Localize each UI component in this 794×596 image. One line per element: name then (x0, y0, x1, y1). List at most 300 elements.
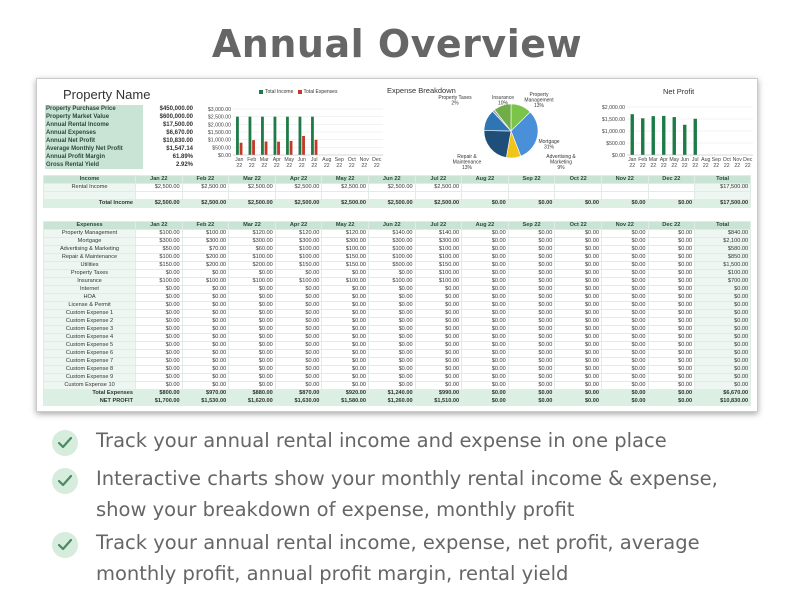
table-cell[interactable]: $0.00 (508, 230, 555, 238)
table-cell[interactable]: $0.00 (462, 238, 509, 246)
table-cell[interactable] (229, 192, 276, 200)
table-cell[interactable]: $0.00 (229, 366, 276, 374)
table-cell[interactable]: $500.00 (368, 262, 415, 270)
table-cell[interactable]: $0.00 (415, 342, 462, 350)
table-cell[interactable]: $0.00 (229, 294, 276, 302)
table-cell[interactable]: $0.00 (182, 366, 229, 374)
table-cell[interactable]: $200.00 (182, 262, 229, 270)
row-label[interactable]: Utilities (44, 262, 136, 270)
table-cell[interactable]: $100.00 (136, 254, 183, 262)
table-cell[interactable]: $0.00 (368, 302, 415, 310)
table-cell[interactable]: $0.00 (555, 286, 602, 294)
table-cell[interactable] (648, 192, 695, 200)
table-cell[interactable]: $0.00 (648, 230, 695, 238)
table-cell[interactable]: $0.00 (648, 238, 695, 246)
table-cell[interactable]: $0.00 (555, 374, 602, 382)
table-cell[interactable]: $0.00 (508, 254, 555, 262)
table-cell[interactable]: $100.00 (695, 270, 751, 278)
table-cell[interactable]: $0.00 (648, 294, 695, 302)
table-cell[interactable]: $0.00 (322, 286, 369, 294)
table-cell[interactable]: $0.00 (322, 358, 369, 366)
table-cell[interactable]: $0.00 (695, 302, 751, 310)
table-cell[interactable]: $0.00 (695, 382, 751, 390)
table-cell[interactable]: $150.00 (136, 262, 183, 270)
table-cell[interactable]: $0.00 (462, 334, 509, 342)
table-cell[interactable]: $0.00 (508, 326, 555, 334)
table-cell[interactable]: $0.00 (648, 278, 695, 286)
table-cell[interactable]: $150.00 (275, 262, 322, 270)
table-cell[interactable] (275, 192, 322, 200)
table-cell[interactable]: $0.00 (415, 366, 462, 374)
table-cell[interactable]: $100.00 (229, 278, 276, 286)
table-cell[interactable]: $0.00 (136, 334, 183, 342)
table-cell[interactable]: $0.00 (555, 310, 602, 318)
table-cell[interactable]: $0.00 (555, 334, 602, 342)
table-cell[interactable]: $0.00 (275, 310, 322, 318)
row-label[interactable]: Custom Expense 1 (44, 310, 136, 318)
table-cell[interactable]: $100.00 (275, 278, 322, 286)
table-cell[interactable]: $100.00 (229, 254, 276, 262)
table-cell[interactable]: $2,500.00 (136, 184, 183, 192)
table-cell[interactable]: $0.00 (182, 358, 229, 366)
table-cell[interactable]: $0.00 (415, 286, 462, 294)
table-cell[interactable]: $0.00 (275, 350, 322, 358)
table-cell[interactable]: $0.00 (648, 254, 695, 262)
table-cell[interactable]: $0.00 (368, 318, 415, 326)
table-cell[interactable]: $0.00 (462, 230, 509, 238)
table-cell[interactable]: $100.00 (415, 270, 462, 278)
table-cell[interactable]: $0.00 (508, 382, 555, 390)
table-cell[interactable]: $0.00 (648, 286, 695, 294)
table-cell[interactable]: $0.00 (555, 326, 602, 334)
table-cell[interactable]: $0.00 (415, 294, 462, 302)
table-cell[interactable]: $0.00 (462, 318, 509, 326)
table-cell[interactable]: $0.00 (322, 270, 369, 278)
table-cell[interactable]: $0.00 (136, 270, 183, 278)
table-cell[interactable]: $0.00 (275, 286, 322, 294)
table-cell[interactable]: $0.00 (229, 270, 276, 278)
table-cell[interactable]: $0.00 (415, 350, 462, 358)
table-cell[interactable]: $0.00 (555, 382, 602, 390)
table-cell[interactable]: $0.00 (508, 342, 555, 350)
table-cell[interactable]: $100.00 (415, 278, 462, 286)
table-cell[interactable]: $0.00 (322, 382, 369, 390)
table-cell[interactable]: $0.00 (275, 334, 322, 342)
table-cell[interactable]: $0.00 (508, 334, 555, 342)
row-label[interactable]: Repair & Maintenance (44, 254, 136, 262)
table-cell[interactable]: $0.00 (322, 326, 369, 334)
table-cell[interactable] (415, 192, 462, 200)
table-cell[interactable]: $0.00 (601, 318, 648, 326)
table-cell[interactable]: $0.00 (462, 270, 509, 278)
table-cell[interactable]: $0.00 (508, 350, 555, 358)
table-cell[interactable]: $0.00 (462, 358, 509, 366)
table-cell[interactable]: $0.00 (229, 342, 276, 350)
table-cell[interactable]: $0.00 (275, 374, 322, 382)
table-cell[interactable]: $0.00 (601, 382, 648, 390)
table-cell[interactable]: $0.00 (368, 382, 415, 390)
table-cell[interactable]: $0.00 (182, 294, 229, 302)
table-cell[interactable]: $0.00 (648, 350, 695, 358)
row-label[interactable]: Custom Expense 5 (44, 342, 136, 350)
table-cell[interactable]: $0.00 (601, 342, 648, 350)
table-cell[interactable]: $0.00 (695, 358, 751, 366)
table-cell[interactable]: $0.00 (508, 262, 555, 270)
table-cell[interactable]: $0.00 (368, 358, 415, 366)
table-cell[interactable]: $0.00 (555, 270, 602, 278)
table-cell[interactable]: $0.00 (695, 366, 751, 374)
table-cell[interactable]: $0.00 (182, 302, 229, 310)
table-cell[interactable]: $700.00 (695, 278, 751, 286)
table-cell[interactable]: $0.00 (322, 310, 369, 318)
table-cell[interactable]: $150.00 (415, 262, 462, 270)
table-cell[interactable]: $0.00 (136, 294, 183, 302)
table-cell[interactable]: $100.00 (322, 278, 369, 286)
table-cell[interactable] (508, 192, 555, 200)
table-cell[interactable]: $150.00 (322, 262, 369, 270)
table-cell[interactable]: $300.00 (182, 238, 229, 246)
table-cell[interactable]: $0.00 (508, 358, 555, 366)
table-cell[interactable]: $0.00 (555, 350, 602, 358)
table-cell[interactable]: $0.00 (508, 286, 555, 294)
table-cell[interactable]: $0.00 (648, 334, 695, 342)
table-cell[interactable]: $0.00 (601, 238, 648, 246)
table-cell[interactable]: $0.00 (648, 310, 695, 318)
table-cell[interactable]: $0.00 (368, 334, 415, 342)
table-cell[interactable]: $0.00 (462, 374, 509, 382)
table-cell[interactable]: $17,500.00 (695, 184, 751, 192)
table-cell[interactable]: $0.00 (136, 358, 183, 366)
table-cell[interactable]: $0.00 (462, 326, 509, 334)
table-cell[interactable]: $0.00 (648, 246, 695, 254)
table-cell[interactable]: $0.00 (229, 318, 276, 326)
table-cell[interactable]: $100.00 (322, 246, 369, 254)
table-cell[interactable]: $0.00 (229, 358, 276, 366)
table-cell[interactable]: $0.00 (508, 270, 555, 278)
table-cell[interactable]: $0.00 (415, 374, 462, 382)
table-cell[interactable]: $0.00 (508, 302, 555, 310)
table-cell[interactable]: $100.00 (136, 230, 183, 238)
table-cell[interactable]: $0.00 (415, 302, 462, 310)
table-cell[interactable]: $100.00 (415, 246, 462, 254)
table-cell[interactable]: $0.00 (508, 278, 555, 286)
table-cell[interactable]: $0.00 (229, 302, 276, 310)
table-cell[interactable]: $0.00 (368, 270, 415, 278)
table-cell[interactable]: $0.00 (136, 382, 183, 390)
table-cell[interactable]: $200.00 (182, 254, 229, 262)
table-cell[interactable]: $120.00 (229, 230, 276, 238)
table-cell[interactable] (462, 184, 509, 192)
table-cell[interactable]: $0.00 (182, 382, 229, 390)
table-cell[interactable]: $100.00 (182, 230, 229, 238)
table-cell[interactable]: $0.00 (415, 382, 462, 390)
table-cell[interactable]: $0.00 (462, 382, 509, 390)
table-cell[interactable]: $300.00 (136, 238, 183, 246)
table-cell[interactable]: $0.00 (182, 342, 229, 350)
table-cell[interactable]: $0.00 (182, 334, 229, 342)
row-label[interactable]: Property Taxes (44, 270, 136, 278)
table-cell[interactable]: $0.00 (322, 294, 369, 302)
table-cell[interactable]: $0.00 (136, 318, 183, 326)
row-label[interactable]: Advertising & Marketing (44, 246, 136, 254)
table-cell[interactable] (601, 192, 648, 200)
table-cell[interactable] (136, 192, 183, 200)
row-label[interactable]: Mortgage (44, 238, 136, 246)
table-cell[interactable]: $0.00 (695, 294, 751, 302)
table-cell[interactable]: $0.00 (368, 350, 415, 358)
table-cell[interactable]: $0.00 (648, 382, 695, 390)
table-cell[interactable]: $0.00 (462, 286, 509, 294)
table-cell[interactable]: $0.00 (555, 254, 602, 262)
table-cell[interactable]: $0.00 (601, 286, 648, 294)
table-cell[interactable]: $0.00 (415, 334, 462, 342)
table-cell[interactable]: $0.00 (136, 374, 183, 382)
table-cell[interactable]: $0.00 (462, 310, 509, 318)
table-cell[interactable] (555, 184, 602, 192)
table-cell[interactable]: $0.00 (648, 318, 695, 326)
table-cell[interactable]: $100.00 (368, 254, 415, 262)
table-cell[interactable] (601, 184, 648, 192)
row-label[interactable]: Custom Expense 6 (44, 350, 136, 358)
table-cell[interactable]: $0.00 (695, 310, 751, 318)
table-cell[interactable]: $0.00 (368, 294, 415, 302)
table-cell[interactable]: $0.00 (322, 374, 369, 382)
table-cell[interactable]: $0.00 (601, 254, 648, 262)
table-cell[interactable]: $0.00 (648, 342, 695, 350)
table-cell[interactable]: $120.00 (322, 230, 369, 238)
table-cell[interactable]: $0.00 (462, 262, 509, 270)
table-cell[interactable]: $100.00 (136, 278, 183, 286)
table-cell[interactable]: $0.00 (601, 302, 648, 310)
row-label[interactable]: Insurance (44, 278, 136, 286)
row-label[interactable]: Custom Expense 8 (44, 366, 136, 374)
table-cell[interactable]: $0.00 (508, 310, 555, 318)
table-cell[interactable]: $0.00 (368, 366, 415, 374)
table-cell[interactable] (368, 192, 415, 200)
table-cell[interactable]: $2,500.00 (275, 184, 322, 192)
table-cell[interactable]: $0.00 (368, 342, 415, 350)
table-cell[interactable]: $100.00 (275, 254, 322, 262)
table-cell[interactable]: $0.00 (695, 334, 751, 342)
table-cell[interactable]: $0.00 (555, 302, 602, 310)
table-cell[interactable]: $150.00 (322, 254, 369, 262)
table-cell[interactable]: $100.00 (415, 254, 462, 262)
table-cell[interactable]: $0.00 (555, 262, 602, 270)
table-cell[interactable]: $850.00 (695, 254, 751, 262)
table-cell[interactable] (695, 192, 751, 200)
table-cell[interactable]: $0.00 (415, 310, 462, 318)
table-cell[interactable]: $0.00 (229, 286, 276, 294)
table-cell[interactable]: $0.00 (415, 326, 462, 334)
table-cell[interactable] (182, 192, 229, 200)
table-cell[interactable]: $300.00 (415, 238, 462, 246)
table-cell[interactable]: $0.00 (601, 230, 648, 238)
table-cell[interactable]: $0.00 (322, 318, 369, 326)
table-cell[interactable]: $300.00 (229, 238, 276, 246)
table-cell[interactable]: $0.00 (508, 238, 555, 246)
row-label[interactable]: Custom Expense 3 (44, 326, 136, 334)
table-cell[interactable]: $0.00 (182, 270, 229, 278)
table-cell[interactable]: $0.00 (601, 270, 648, 278)
table-cell[interactable]: $0.00 (695, 326, 751, 334)
table-cell[interactable]: $0.00 (555, 230, 602, 238)
table-cell[interactable]: $0.00 (648, 326, 695, 334)
table-cell[interactable]: $0.00 (182, 350, 229, 358)
table-cell[interactable]: $0.00 (555, 278, 602, 286)
table-cell[interactable]: $0.00 (462, 302, 509, 310)
table-cell[interactable]: $0.00 (136, 342, 183, 350)
table-cell[interactable]: $0.00 (275, 342, 322, 350)
table-cell[interactable]: $1,500.00 (695, 262, 751, 270)
table-cell[interactable]: $0.00 (322, 342, 369, 350)
table-cell[interactable]: $0.00 (695, 286, 751, 294)
table-cell[interactable]: $0.00 (275, 366, 322, 374)
table-cell[interactable]: $0.00 (136, 366, 183, 374)
table-cell[interactable]: $0.00 (275, 382, 322, 390)
row-label[interactable]: Custom Expense 10 (44, 382, 136, 390)
row-label[interactable]: Custom Expense 9 (44, 374, 136, 382)
table-cell[interactable]: $2,100.00 (695, 238, 751, 246)
table-cell[interactable]: $0.00 (136, 326, 183, 334)
table-cell[interactable]: $140.00 (415, 230, 462, 238)
row-label[interactable]: Custom Expense 7 (44, 358, 136, 366)
table-cell[interactable]: $0.00 (508, 374, 555, 382)
table-cell[interactable]: $120.00 (275, 230, 322, 238)
table-cell[interactable]: $0.00 (462, 350, 509, 358)
table-cell[interactable]: $0.00 (275, 302, 322, 310)
table-cell[interactable]: $0.00 (508, 318, 555, 326)
table-cell[interactable]: $0.00 (229, 326, 276, 334)
table-cell[interactable]: $0.00 (555, 342, 602, 350)
table-cell[interactable] (462, 192, 509, 200)
table-cell[interactable]: $2,500.00 (322, 184, 369, 192)
table-cell[interactable]: $0.00 (508, 294, 555, 302)
table-cell[interactable]: $0.00 (601, 358, 648, 366)
row-label[interactable]: Rental Income (44, 184, 136, 192)
row-label[interactable]: Internet (44, 286, 136, 294)
row-label[interactable]: License & Permit (44, 302, 136, 310)
table-cell[interactable]: $0.00 (182, 326, 229, 334)
table-cell[interactable]: $0.00 (555, 246, 602, 254)
table-cell[interactable]: $0.00 (601, 366, 648, 374)
table-cell[interactable]: $0.00 (695, 374, 751, 382)
table-cell[interactable]: $300.00 (275, 238, 322, 246)
table-cell[interactable]: $100.00 (275, 246, 322, 254)
table-cell[interactable]: $0.00 (555, 366, 602, 374)
table-cell[interactable]: $0.00 (648, 270, 695, 278)
table-cell[interactable]: $100.00 (368, 278, 415, 286)
table-cell[interactable]: $140.00 (368, 230, 415, 238)
table-cell[interactable]: $2,500.00 (415, 184, 462, 192)
table-cell[interactable]: $0.00 (601, 294, 648, 302)
table-cell[interactable]: $0.00 (136, 350, 183, 358)
table-cell[interactable]: $0.00 (695, 342, 751, 350)
table-cell[interactable]: $0.00 (415, 358, 462, 366)
table-cell[interactable]: $2,500.00 (229, 184, 276, 192)
row-label[interactable]: HOA (44, 294, 136, 302)
table-cell[interactable]: $580.00 (695, 246, 751, 254)
table-cell[interactable]: $0.00 (229, 382, 276, 390)
table-cell[interactable] (508, 184, 555, 192)
table-cell[interactable]: $0.00 (275, 270, 322, 278)
table-cell[interactable]: $0.00 (695, 318, 751, 326)
table-cell[interactable]: $0.00 (182, 310, 229, 318)
table-cell[interactable]: $0.00 (601, 278, 648, 286)
table-cell[interactable]: $0.00 (322, 350, 369, 358)
table-cell[interactable]: $0.00 (182, 374, 229, 382)
table-cell[interactable]: $300.00 (368, 238, 415, 246)
table-cell[interactable]: $0.00 (368, 326, 415, 334)
table-cell[interactable]: $0.00 (275, 326, 322, 334)
table-cell[interactable]: $0.00 (136, 302, 183, 310)
table-cell[interactable]: $70.00 (182, 246, 229, 254)
table-cell[interactable]: $0.00 (601, 350, 648, 358)
table-cell[interactable]: $0.00 (648, 302, 695, 310)
table-cell[interactable]: $0.00 (229, 374, 276, 382)
table-cell[interactable]: $0.00 (648, 358, 695, 366)
table-cell[interactable]: $200.00 (229, 262, 276, 270)
table-cell[interactable]: $0.00 (136, 310, 183, 318)
table-cell[interactable]: $0.00 (368, 374, 415, 382)
table-cell[interactable]: $0.00 (601, 310, 648, 318)
table-cell[interactable]: $0.00 (601, 374, 648, 382)
table-cell[interactable]: $840.00 (695, 230, 751, 238)
table-cell[interactable]: $0.00 (275, 358, 322, 366)
table-cell[interactable]: $0.00 (182, 318, 229, 326)
table-cell[interactable]: $2,500.00 (368, 184, 415, 192)
table-cell[interactable]: $0.00 (508, 246, 555, 254)
table-cell[interactable]: $60.00 (229, 246, 276, 254)
table-cell[interactable]: $0.00 (601, 334, 648, 342)
table-cell[interactable]: $0.00 (229, 350, 276, 358)
table-cell[interactable] (648, 184, 695, 192)
table-cell[interactable]: $2,500.00 (182, 184, 229, 192)
table-cell[interactable]: $0.00 (695, 350, 751, 358)
table-cell[interactable]: $0.00 (322, 334, 369, 342)
table-cell[interactable]: $0.00 (508, 366, 555, 374)
table-cell[interactable]: $0.00 (368, 310, 415, 318)
table-cell[interactable]: $0.00 (601, 246, 648, 254)
table-cell[interactable] (555, 192, 602, 200)
table-cell[interactable]: $0.00 (462, 254, 509, 262)
table-cell[interactable]: $100.00 (182, 278, 229, 286)
table-cell[interactable]: $0.00 (136, 286, 183, 294)
row-label[interactable]: Property Management (44, 230, 136, 238)
table-cell[interactable]: $0.00 (462, 246, 509, 254)
table-cell[interactable] (322, 192, 369, 200)
table-cell[interactable]: $0.00 (601, 326, 648, 334)
table-cell[interactable]: $0.00 (555, 358, 602, 366)
table-cell[interactable]: $0.00 (182, 286, 229, 294)
table-cell[interactable]: $0.00 (322, 366, 369, 374)
table-cell[interactable]: $0.00 (229, 334, 276, 342)
table-cell[interactable]: $0.00 (601, 262, 648, 270)
table-cell[interactable]: $0.00 (648, 262, 695, 270)
table-cell[interactable]: $0.00 (462, 278, 509, 286)
table-cell[interactable]: $0.00 (462, 342, 509, 350)
table-cell[interactable]: $300.00 (322, 238, 369, 246)
table-cell[interactable]: $0.00 (555, 294, 602, 302)
row-label[interactable]: Custom Expense 4 (44, 334, 136, 342)
table-cell[interactable]: $0.00 (462, 366, 509, 374)
table-cell[interactable]: $100.00 (368, 246, 415, 254)
table-cell[interactable]: $50.00 (136, 246, 183, 254)
table-cell[interactable]: $0.00 (229, 310, 276, 318)
table-cell[interactable]: $0.00 (368, 286, 415, 294)
table-cell[interactable]: $0.00 (275, 294, 322, 302)
table-cell[interactable]: $0.00 (648, 366, 695, 374)
table-cell[interactable]: $0.00 (275, 318, 322, 326)
